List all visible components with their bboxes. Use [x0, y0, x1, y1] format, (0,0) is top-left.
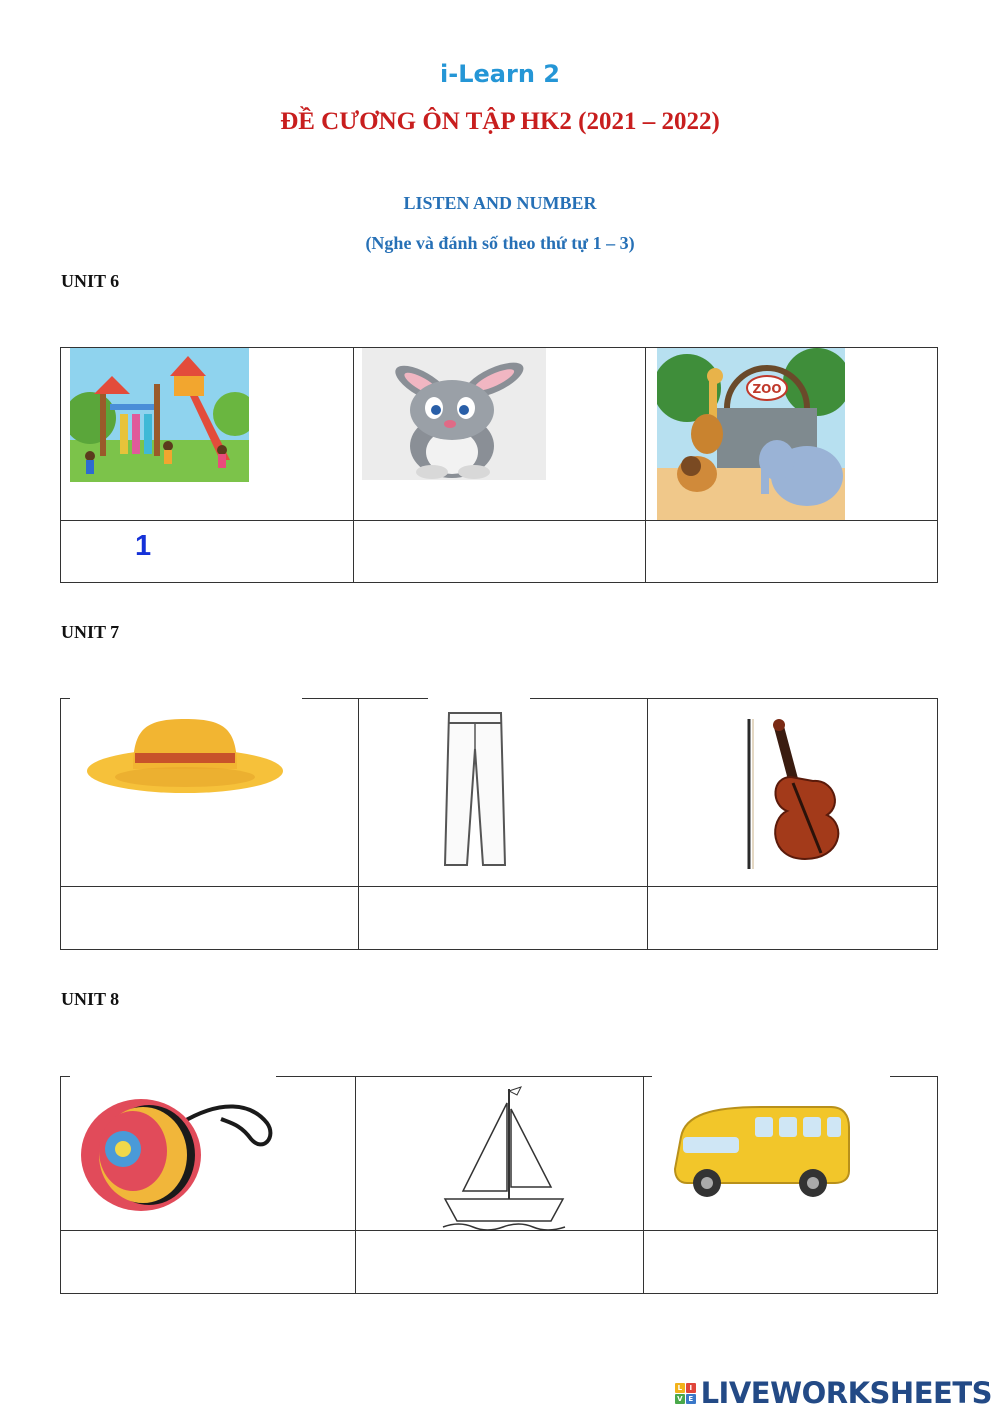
unit-8-table: [60, 1076, 938, 1294]
sailboat-icon: [439, 1083, 573, 1233]
answer-input[interactable]: [109, 895, 313, 941]
image-overlap: [70, 696, 302, 700]
unit-7-table: [60, 698, 938, 950]
image-overlap: [70, 1074, 276, 1078]
violin-icon: [735, 713, 865, 873]
rabbit-icon: [362, 348, 546, 480]
straw-hat-icon: [85, 713, 285, 805]
answer-number: 1: [135, 530, 152, 562]
yoyo-icon: [81, 1093, 277, 1211]
answer-input[interactable]: [399, 1239, 603, 1285]
brand-title: i-Learn 2: [440, 60, 560, 88]
unit-8-label: UNIT 8: [61, 989, 120, 1009]
image-overlap: [652, 1074, 890, 1078]
unit-7-label: UNIT 7: [61, 622, 120, 642]
answer-input[interactable]: [693, 895, 897, 941]
section-title: LISTEN AND NUMBER: [403, 193, 597, 213]
unit-6-label: UNIT 6: [61, 271, 120, 291]
section-instructions: (Nghe và đánh số theo thứ tự 1 – 3): [365, 233, 635, 253]
watermark-text: LIVEWORKSHEETS: [700, 1376, 992, 1410]
school-bus-icon: [671, 1101, 851, 1201]
liveworksheets-logo-icon: L I V E: [675, 1383, 696, 1404]
liveworksheets-watermark: [675, 1376, 992, 1410]
answer-input[interactable]: [107, 1239, 311, 1285]
svg-text:ZOO: ZOO: [752, 382, 782, 396]
worksheet-title: ĐỀ CƯƠNG ÔN TẬP HK2 (2021 – 2022): [280, 108, 720, 135]
answer-input[interactable]: [695, 528, 899, 574]
image-overlap: [428, 696, 530, 700]
answer-input[interactable]: [401, 528, 605, 574]
zoo-icon: [657, 348, 845, 520]
answer-input[interactable]: [691, 1239, 895, 1285]
playground-icon: [70, 348, 249, 482]
trousers-icon: [435, 709, 515, 869]
unit-6-table: [60, 347, 938, 583]
answer-input[interactable]: [401, 895, 605, 941]
